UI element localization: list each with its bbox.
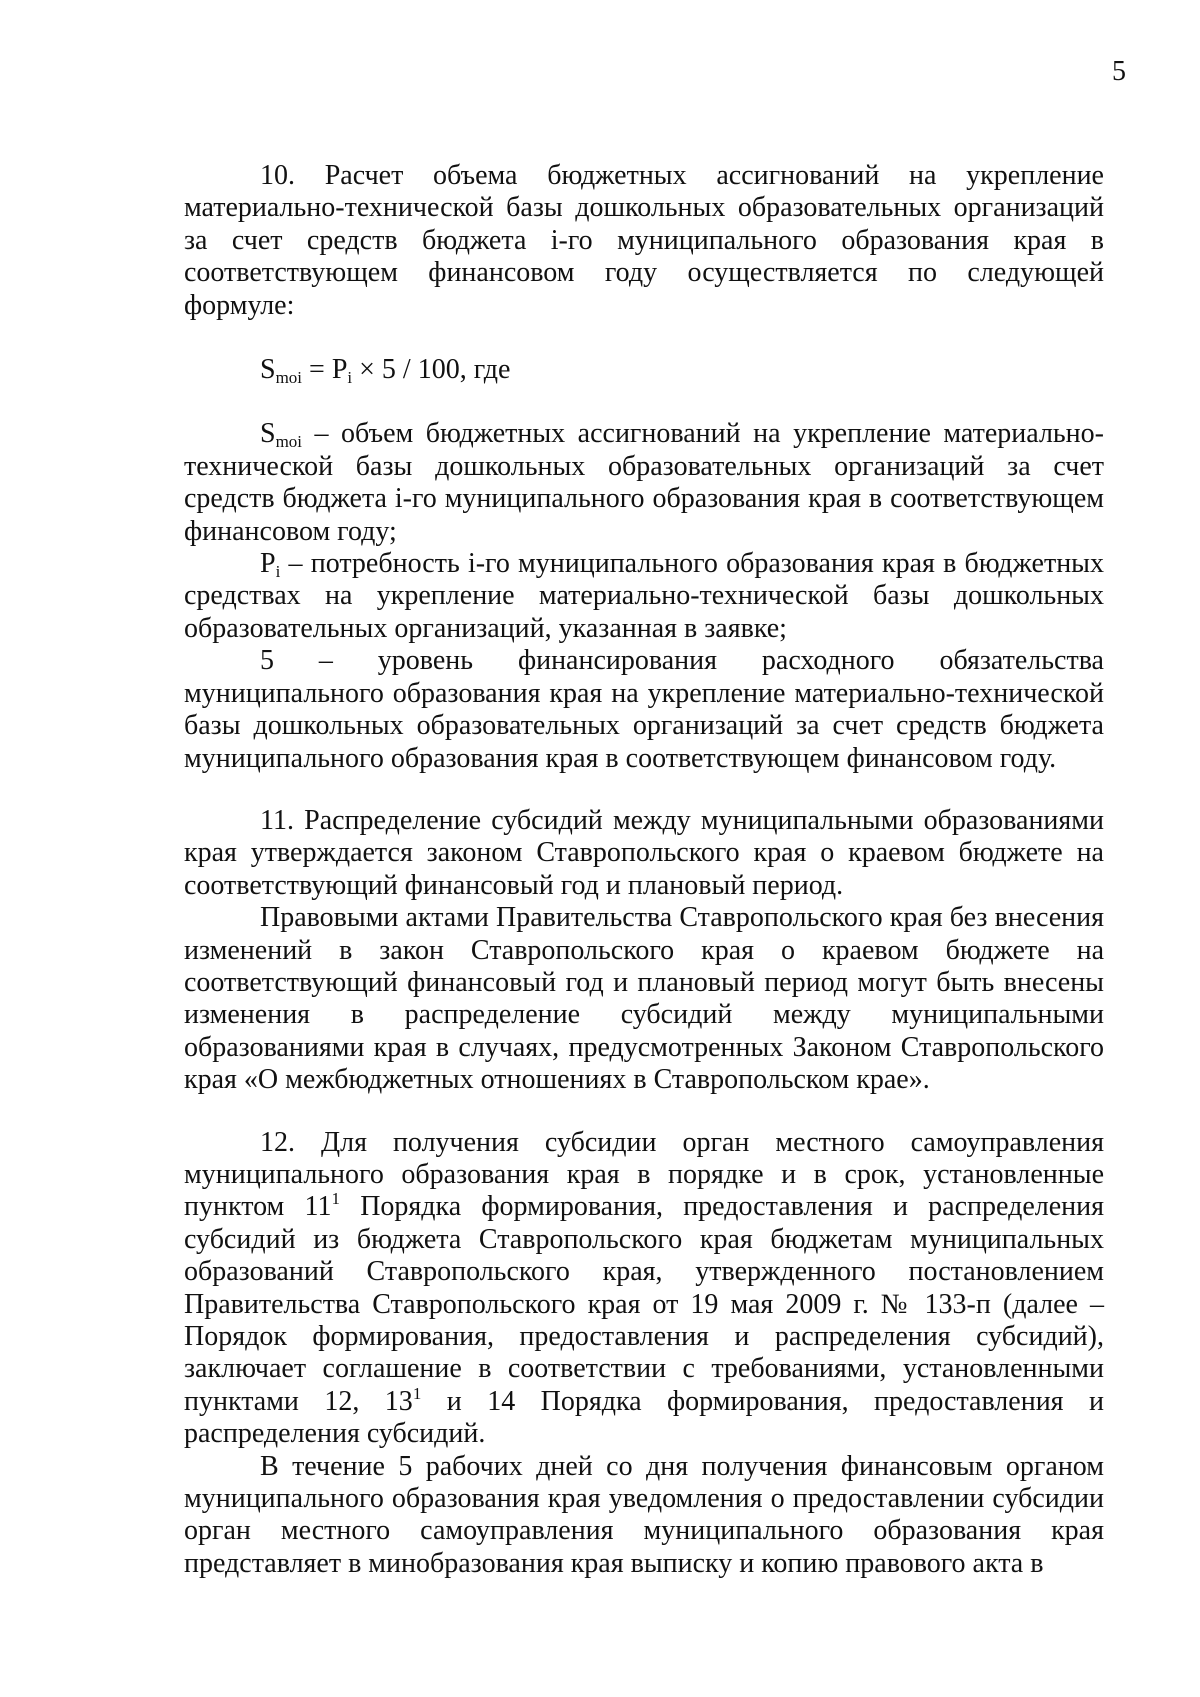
- definition-p: [184, 548, 1104, 645]
- paragraph-12-superscript-2: 1: [412, 1383, 422, 1403]
- paragraph-12: [184, 1127, 1104, 1451]
- paragraph-12-superscript-1: 1: [331, 1189, 340, 1209]
- definition-p-text: – потребность i-го муниципального образования края в бюджетных средствах на укрепление материально-технической базы дошкольных образовательных организаций, указанная в заявке;: [184, 548, 1104, 644]
- paragraph-12-part2: Порядка формирования, предоставления и распределения субсидий из бюджета Ставропольского края бюджетам муниципальных образований Ставропольского края, утвержденного постановлением Правительства Ставропольского края от 19 мая 2009 г. № 133-п (далее – Порядок формирования, предоставления и распределения субсидий), заключает соглашение в соответствии с требованиями, установленными пунктами 12, 13: [184, 1191, 1105, 1417]
- formula-equals: =: [302, 354, 332, 386]
- definition-s: [184, 418, 1104, 548]
- paragraph-10: 10. Расчет объема бюджетных ассигнований на укрепление материально-технической базы дошкольных образовательных организаций за счет средств бюджета i-го муниципального образования края в соответствующем финансовом году осуществляется по следующей формуле:: [184, 160, 1104, 321]
- paragraph-12-part3: и 14 Порядка формирования, предоставления и распределения субсидий.: [184, 1385, 1104, 1450]
- paragraph-12-continuation: В течение 5 рабочих дней со дня получения финансовым органом муниципального образования края уведомления о предоставлении субсидии орган местного самоуправления муниципального образования края представляет в минобразования края выписку и копию правового акта в: [184, 1450, 1104, 1579]
- definition-p-subscript: i: [275, 562, 281, 582]
- definition-5: 5 – уровень финансирования расходного обязательства муниципального образования края на укрепление материально-технической базы дошкольных образовательных организаций за счет средств бюджета муниципального образования края в соответствующем финансовом году.: [184, 645, 1104, 774]
- formula-lhs: S: [260, 354, 276, 386]
- definition-s-subscript: moi: [275, 432, 303, 452]
- formula-rhs: P: [331, 354, 348, 386]
- paragraph-11-continuation: Правовыми актами Правительства Ставропольского края без внесения изменений в закон Ставропольского края о краевом бюджете на соответствующий финансовый год и плановый период могут быть внесены изменения в распределение субсидий между муниципальными образованиями края в случаях, предусмотренных Законом Ставропольского края «О межбюджетных отношениях в Ставропольском крае».: [184, 902, 1104, 1096]
- document-body: [184, 160, 1104, 1580]
- definition-s-text: – объем бюджетных ассигнований на укрепление материально-технической базы дошкольных образовательных организаций за счет средств бюджета i-го муниципального образования края в соответствующем финансовом году;: [184, 418, 1104, 547]
- paragraph-12-part1: 12. Для получения субсидии орган местного самоуправления муниципального образования края в порядке и в срок, установленные пунктом 11: [184, 1126, 1104, 1223]
- formula: [184, 354, 1104, 386]
- definition-p-symbol: P: [260, 548, 276, 580]
- page-number: 5: [1112, 56, 1126, 87]
- paragraph-11: 11. Распределение субсидий между муниципальными образованиями края утверждается законом Ставропольского края о краевом бюджете на соответствующий финансовый год и плановый период.: [184, 804, 1104, 901]
- formula-rhs-subscript: i: [347, 368, 353, 388]
- definition-s-symbol: S: [260, 418, 276, 450]
- formula-lhs-subscript: moi: [275, 368, 303, 388]
- formula-tail: × 5 / 100, где: [352, 354, 511, 386]
